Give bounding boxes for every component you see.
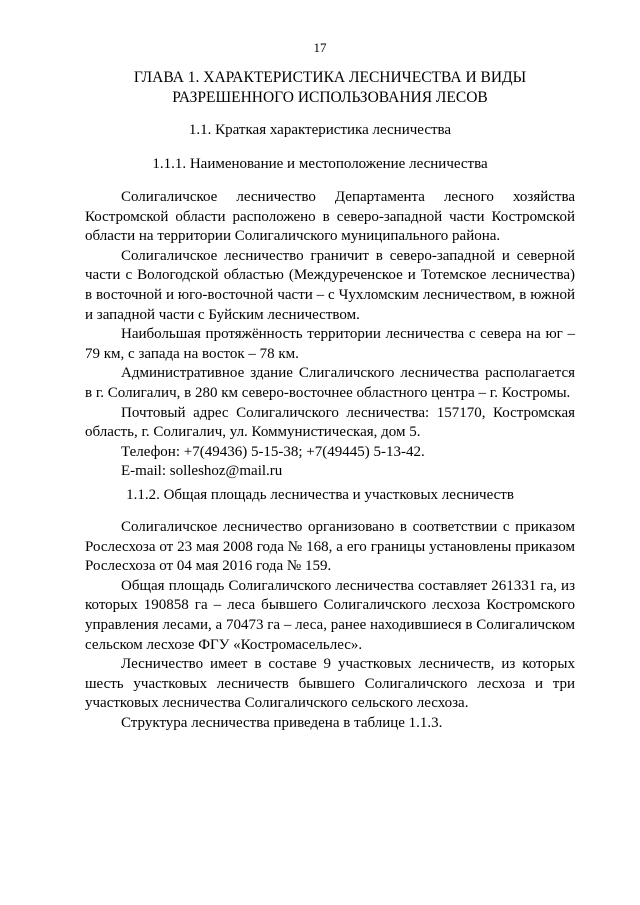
paragraph: Лесничество имеет в составе 9 участковых лесничеств, из которых шесть участковых лесничеств бывшего Солигаличского лесхоза и три участковых лесничества Солигаличского сельского лесхоза. bbox=[85, 656, 575, 712]
paragraph: Структура лесничества приведена в таблице 1.1.3. bbox=[121, 714, 443, 731]
paragraph: Солигаличское лесничество Департамента лесного хозяйства Костромской области расположено в северо-западной части Костромской области на территории Солигаличского муниципального района. bbox=[85, 189, 575, 245]
paragraph: Солигаличское лесничество граничит в северо-западной и северной части с Вологодской областью (Междуреченское и Тотемское лесничества) в восточной и юго-восточной части – с Чухломским лесничеством, в южной и западной части с Буйским лесничеством. bbox=[85, 247, 575, 323]
chapter-title bbox=[85, 68, 575, 108]
paragraph: Солигаличское лесничество организовано в соответствии с приказом Рослесхоза от 23 мая 2008 года № 168, а его границы установлены приказом Рослесхоза от 04 мая 2016 года № 159. bbox=[85, 519, 575, 575]
section-heading-1-1: 1.1. Краткая характеристика лесничества bbox=[188, 122, 452, 138]
section-heading-1-1-2: 1.1.2. Общая площадь лесничества и участковых лесничеств bbox=[126, 487, 514, 503]
email-line: E-mail: solleshoz@mail.ru bbox=[121, 463, 283, 480]
section-heading-1-1-1: 1.1.1. Наименование и местоположение лесничества bbox=[152, 156, 488, 172]
paragraph: Наибольшая протяжённость территории лесничества с севера на юг – 79 км, с запада на восток – 78 км. bbox=[85, 326, 575, 362]
body-block-location bbox=[85, 188, 575, 482]
paragraph: Общая площадь Солигаличского лесничества составляет 261331 га, из которых 190858 га – леса бывшего Солигаличского лесхоза Костромского управления лесами, а 70473 га – леса, ранее находившиеся в Солигаличском сельском лесхозе ФГУ «Костромасельлес». bbox=[85, 577, 575, 653]
phone-line: Телефон: +7(49436) 5-15-38; +7(49445) 5-13-42. bbox=[121, 443, 425, 460]
chapter-title-line-1: ГЛАВА 1. ХАРАКТЕРИСТИКА ЛЕСНИЧЕСТВА И ВИДЫ bbox=[133, 69, 527, 86]
paragraph: Административное здание Слигаличского лесничества располагается в г. Солигалич, в 280 км северо-восточнее областного центра – г. Костромы. bbox=[85, 365, 575, 401]
paragraph: Почтовый адрес Солигаличского лесничества: 157170, Костромская область, г. Солигалич, ул. Коммунистическая, дом 5. bbox=[85, 404, 575, 441]
page-number: 17 bbox=[313, 40, 327, 55]
body-block-area bbox=[85, 518, 575, 734]
chapter-title-line-2: РАЗРЕШЕННОГО ИСПОЛЬЗОВАНИЯ ЛЕСОВ bbox=[172, 89, 488, 106]
